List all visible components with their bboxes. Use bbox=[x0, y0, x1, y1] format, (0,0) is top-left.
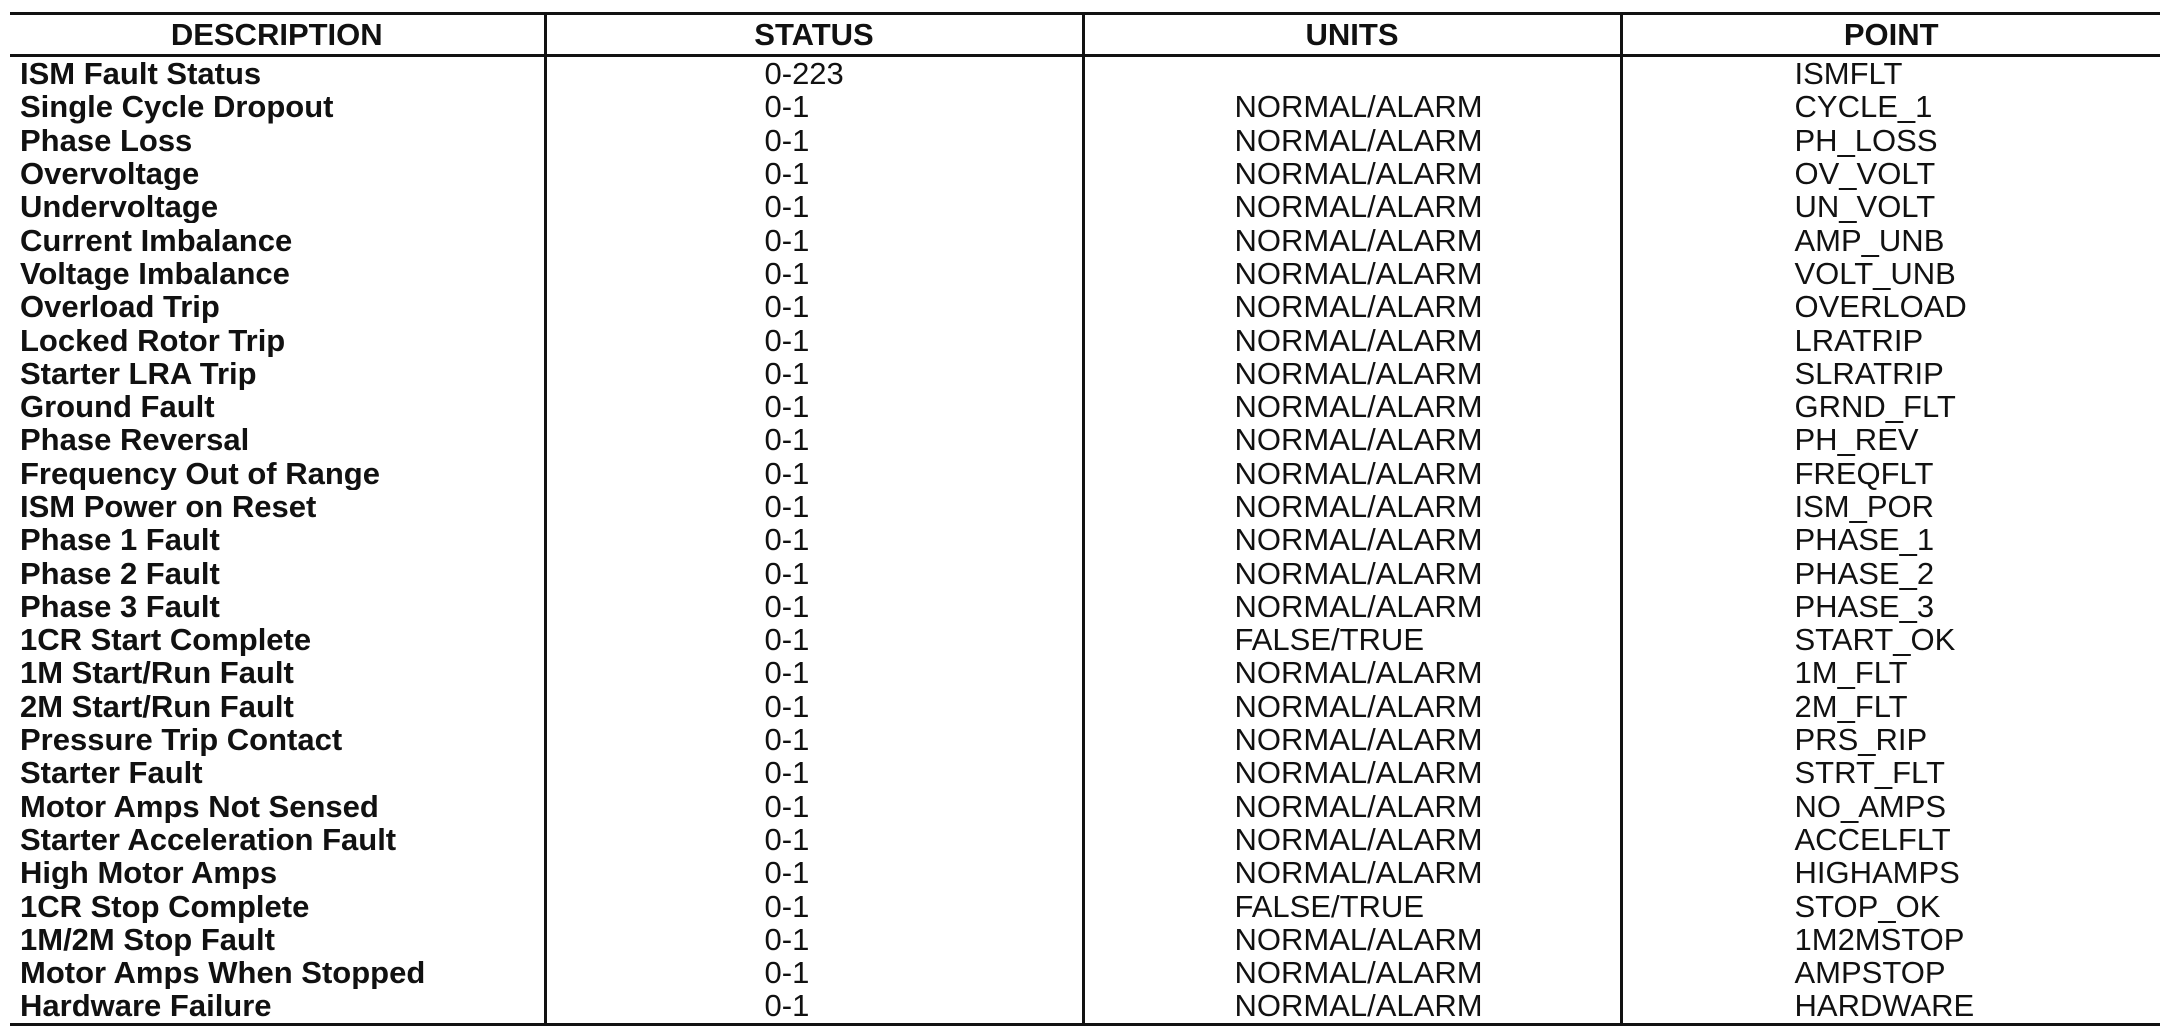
units-cell: NORMAL/ALARM bbox=[1083, 956, 1621, 989]
point-cell: OV_VOLT bbox=[1621, 157, 2160, 190]
units-cell: NORMAL/ALARM bbox=[1083, 556, 1621, 589]
units-cell: NORMAL/ALARM bbox=[1083, 490, 1621, 523]
table-row bbox=[10, 423, 2160, 456]
units-cell: NORMAL/ALARM bbox=[1083, 856, 1621, 889]
table-row bbox=[10, 956, 2160, 989]
units-cell: NORMAL/ALARM bbox=[1083, 790, 1621, 823]
units-cell: NORMAL/ALARM bbox=[1083, 323, 1621, 356]
table-row bbox=[10, 590, 2160, 623]
status-cell: 0-1 bbox=[545, 690, 1083, 723]
description-cell: Starter LRA Trip bbox=[20, 356, 257, 390]
point-cell: LRATRIP bbox=[1621, 323, 2160, 356]
units-cell: NORMAL/ALARM bbox=[1083, 823, 1621, 856]
table-row bbox=[10, 556, 2160, 589]
point-cell: ISMFLT bbox=[1621, 56, 2160, 91]
description-cell: ISM Fault Status bbox=[20, 56, 262, 91]
units-cell: NORMAL/ALARM bbox=[1083, 523, 1621, 556]
ism-fault-points-table bbox=[10, 12, 2160, 1026]
point-cell: FREQFLT bbox=[1621, 457, 2160, 490]
point-cell: STOP_OK bbox=[1621, 889, 2160, 922]
units-cell: NORMAL/ALARM bbox=[1083, 590, 1621, 623]
units-cell: NORMAL/ALARM bbox=[1083, 223, 1621, 256]
table-row bbox=[10, 690, 2160, 723]
units-cell: NORMAL/ALARM bbox=[1083, 357, 1621, 390]
status-cell: 0-1 bbox=[545, 889, 1083, 922]
status-cell: 0-1 bbox=[545, 124, 1083, 157]
description-cell: Overvoltage bbox=[20, 156, 200, 191]
status-cell: 0-1 bbox=[545, 457, 1083, 490]
status-cell: 0-1 bbox=[545, 856, 1083, 889]
description-cell: Pressure Trip Contact bbox=[20, 722, 343, 757]
description-cell: 1M/2M Stop Fault bbox=[20, 922, 275, 957]
description-cell: ISM Power on Reset bbox=[20, 489, 317, 524]
point-cell: HIGHAMPS bbox=[1621, 856, 2160, 889]
table-row bbox=[10, 989, 2160, 1024]
table-row bbox=[10, 124, 2160, 157]
status-cell: 0-1 bbox=[545, 590, 1083, 623]
status-cell: 0-1 bbox=[545, 157, 1083, 190]
table-row bbox=[10, 656, 2160, 689]
point-cell: AMP_UNB bbox=[1621, 223, 2160, 256]
description-cell: Frequency Out of Range bbox=[20, 456, 380, 490]
table-row bbox=[10, 823, 2160, 856]
description-cell: 1CR Start Complete bbox=[20, 623, 312, 657]
point-cell: PHASE_1 bbox=[1621, 523, 2160, 556]
point-cell: START_OK bbox=[1621, 623, 2160, 656]
description-cell: Starter Acceleration Fault bbox=[20, 822, 397, 857]
units-cell: NORMAL/ALARM bbox=[1083, 423, 1621, 456]
point-cell: SLRATRIP bbox=[1621, 357, 2160, 390]
point-cell: 1M_FLT bbox=[1621, 656, 2160, 689]
point-cell: 2M_FLT bbox=[1621, 690, 2160, 723]
column-header-point: POINT bbox=[1621, 14, 2160, 56]
units-cell: NORMAL/ALARM bbox=[1083, 923, 1621, 956]
description-cell: Motor Amps When Stopped bbox=[20, 956, 426, 990]
description-cell: Single Cycle Dropout bbox=[20, 90, 334, 124]
status-cell: 0-1 bbox=[545, 390, 1083, 423]
description-cell: Voltage Imbalance bbox=[20, 256, 290, 291]
status-cell: 0-1 bbox=[545, 723, 1083, 756]
status-cell: 0-1 bbox=[545, 989, 1083, 1024]
point-cell: AMPSTOP bbox=[1621, 956, 2160, 989]
table-row bbox=[10, 723, 2160, 756]
table-row bbox=[10, 357, 2160, 390]
point-cell: PH_LOSS bbox=[1621, 124, 2160, 157]
status-cell: 0-1 bbox=[545, 623, 1083, 656]
table-row bbox=[10, 490, 2160, 523]
point-cell: CYCLE_1 bbox=[1621, 90, 2160, 123]
status-cell: 0-1 bbox=[545, 190, 1083, 223]
units-cell: NORMAL/ALARM bbox=[1083, 257, 1621, 290]
units-cell: NORMAL/ALARM bbox=[1083, 656, 1621, 689]
table-row bbox=[10, 889, 2160, 922]
point-cell: 1M2MSTOP bbox=[1621, 923, 2160, 956]
table-row bbox=[10, 190, 2160, 223]
table-row bbox=[10, 756, 2160, 789]
table-row bbox=[10, 290, 2160, 323]
status-cell: 0-1 bbox=[545, 423, 1083, 456]
point-cell: OVERLOAD bbox=[1621, 290, 2160, 323]
table-row bbox=[10, 223, 2160, 256]
point-cell: HARDWARE bbox=[1621, 989, 2160, 1024]
units-cell: NORMAL/ALARM bbox=[1083, 124, 1621, 157]
units-cell: NORMAL/ALARM bbox=[1083, 989, 1621, 1024]
point-cell: VOLT_UNB bbox=[1621, 257, 2160, 290]
status-cell: 0-1 bbox=[545, 357, 1083, 390]
units-cell: NORMAL/ALARM bbox=[1083, 90, 1621, 123]
point-cell: UN_VOLT bbox=[1621, 190, 2160, 223]
status-cell: 0-223 bbox=[545, 56, 1083, 91]
units-cell: NORMAL/ALARM bbox=[1083, 723, 1621, 756]
table-row bbox=[10, 90, 2160, 123]
table-row bbox=[10, 923, 2160, 956]
point-cell: PHASE_2 bbox=[1621, 556, 2160, 589]
status-cell: 0-1 bbox=[545, 90, 1083, 123]
table-row bbox=[10, 390, 2160, 423]
description-cell: Overload Trip bbox=[20, 290, 220, 324]
point-cell: ISM_POR bbox=[1621, 490, 2160, 523]
description-cell: Current Imbalance bbox=[20, 223, 293, 257]
status-cell: 0-1 bbox=[545, 756, 1083, 789]
column-header-description: DESCRIPTION bbox=[10, 14, 545, 56]
status-cell: 0-1 bbox=[545, 523, 1083, 556]
point-cell: PRS_RIP bbox=[1621, 723, 2160, 756]
units-cell: FALSE/TRUE bbox=[1083, 889, 1621, 922]
units-cell: NORMAL/ALARM bbox=[1083, 390, 1621, 423]
table-header bbox=[10, 14, 2160, 56]
units-cell: NORMAL/ALARM bbox=[1083, 290, 1621, 323]
description-cell: High Motor Amps bbox=[20, 856, 278, 890]
units-cell bbox=[1083, 56, 1621, 91]
units-cell: NORMAL/ALARM bbox=[1083, 190, 1621, 223]
column-header-status: STATUS bbox=[545, 14, 1083, 56]
point-cell: ACCELFLT bbox=[1621, 823, 2160, 856]
description-cell: 1M Start/Run Fault bbox=[20, 656, 294, 690]
description-cell: Motor Amps Not Sensed bbox=[20, 789, 379, 823]
description-cell: Phase Reversal bbox=[20, 423, 250, 457]
table-row bbox=[10, 323, 2160, 356]
point-cell: STRT_FLT bbox=[1621, 756, 2160, 789]
description-cell: Hardware Failure bbox=[10, 989, 545, 1024]
header-row bbox=[10, 14, 2160, 56]
status-cell: 0-1 bbox=[545, 556, 1083, 589]
status-cell: 0-1 bbox=[545, 323, 1083, 356]
status-cell: 0-1 bbox=[545, 656, 1083, 689]
table-row bbox=[10, 457, 2160, 490]
status-cell: 0-1 bbox=[545, 923, 1083, 956]
description-cell: 1CR Stop Complete bbox=[20, 889, 310, 923]
table-row bbox=[10, 157, 2160, 190]
point-cell: NO_AMPS bbox=[1621, 790, 2160, 823]
status-cell: 0-1 bbox=[545, 257, 1083, 290]
table-row bbox=[10, 257, 2160, 290]
description-cell: Phase 2 Fault bbox=[20, 556, 220, 590]
table-row bbox=[10, 56, 2160, 91]
units-cell: NORMAL/ALARM bbox=[1083, 457, 1621, 490]
table-body bbox=[10, 56, 2160, 1025]
status-cell: 0-1 bbox=[545, 490, 1083, 523]
units-cell: FALSE/TRUE bbox=[1083, 623, 1621, 656]
point-cell: GRND_FLT bbox=[1621, 390, 2160, 423]
table-row bbox=[10, 623, 2160, 656]
status-cell: 0-1 bbox=[545, 223, 1083, 256]
description-cell: Phase Loss bbox=[20, 123, 193, 157]
description-cell: 2M Start/Run Fault bbox=[20, 689, 294, 723]
description-cell: Starter Fault bbox=[20, 756, 203, 790]
units-cell: NORMAL/ALARM bbox=[1083, 690, 1621, 723]
point-cell: PHASE_3 bbox=[1621, 590, 2160, 623]
status-cell: 0-1 bbox=[545, 290, 1083, 323]
description-cell: Undervoltage bbox=[20, 190, 219, 224]
description-cell: Phase 1 Fault bbox=[20, 523, 220, 557]
description-cell: Locked Rotor Trip bbox=[20, 323, 286, 357]
description-cell: Ground Fault bbox=[20, 389, 215, 424]
status-cell: 0-1 bbox=[545, 790, 1083, 823]
status-cell: 0-1 bbox=[545, 956, 1083, 989]
table-row bbox=[10, 523, 2160, 556]
description-cell: Phase 3 Fault bbox=[20, 589, 220, 624]
units-cell: NORMAL/ALARM bbox=[1083, 157, 1621, 190]
table-row bbox=[10, 790, 2160, 823]
units-cell: NORMAL/ALARM bbox=[1083, 756, 1621, 789]
status-cell: 0-1 bbox=[545, 823, 1083, 856]
table-row bbox=[10, 856, 2160, 889]
point-cell: PH_REV bbox=[1621, 423, 2160, 456]
column-header-units: UNITS bbox=[1083, 14, 1621, 56]
